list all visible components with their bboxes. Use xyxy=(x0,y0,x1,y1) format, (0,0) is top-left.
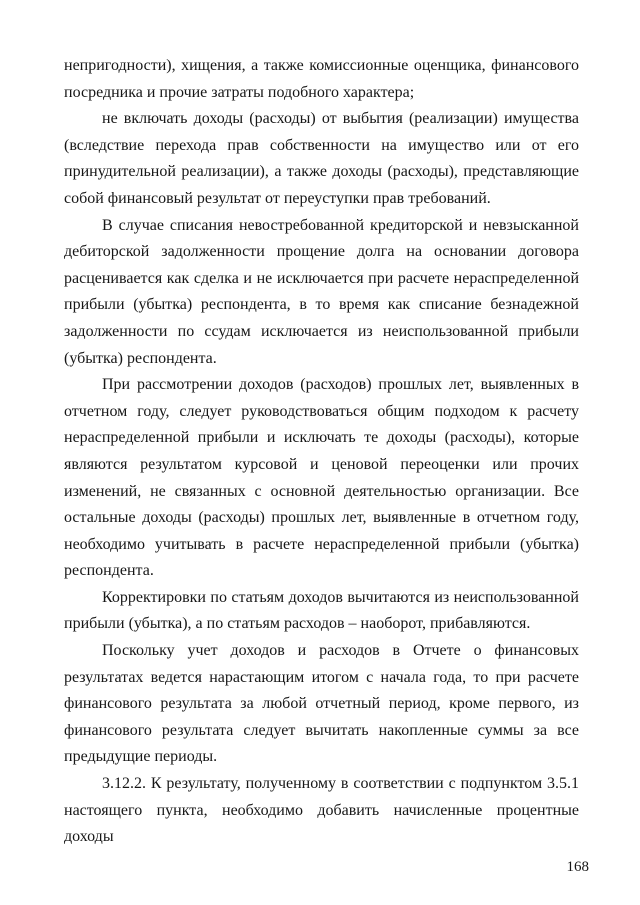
text-line: не включать доходы (расходы) от выбытия (реализации) имущества xyxy=(102,110,579,128)
paragraph xyxy=(64,771,579,851)
paragraph xyxy=(64,585,579,638)
text-line: прибыли (убытка), а по статьям расходов – наоборот, прибавляются. xyxy=(64,615,531,633)
text-line: задолженности по ссудам исключается из неиспользованной прибыли xyxy=(64,322,579,340)
paragraph xyxy=(64,638,579,771)
paragraph xyxy=(64,372,579,585)
page-number: 168 xyxy=(566,859,589,875)
text-line: предыдущие периоды. xyxy=(64,748,218,766)
text-line: являются результатом курсовой и ценовой переоценки или прочих xyxy=(64,455,579,473)
text-line: 3.12.2. К результату, полученному в соответствии с подпунктом 3.5.1 xyxy=(102,775,579,793)
text-line: нераспределенной прибыли и исключать те доходы (расходы), которые xyxy=(64,429,579,447)
text-line: расценивается как сделка и не исключается при расчете нераспределенной xyxy=(64,269,579,287)
text-line: посредника и прочие затраты подобного характера; xyxy=(64,83,415,101)
text-line: непригодности), хищения, а также комиссионные оценщика, финансового xyxy=(64,57,579,74)
text-line: финансового результата следует вычитать накопленные суммы за все xyxy=(64,721,579,739)
text-line: Корректировки по статьям доходов вычитаются из неиспользованной xyxy=(102,588,579,606)
text-line: Поскольку учет доходов и расходов в Отчете о финансовых xyxy=(102,642,579,660)
paragraph xyxy=(64,53,579,106)
text-line: В случае списания невостребованной кредиторской и невзысканной xyxy=(102,216,579,234)
text-line: необходимо учитывать в расчете нераспределенной прибыли (убытка) xyxy=(64,535,579,553)
text-line: отчетном году, следует руководствоваться общим подходом к расчету xyxy=(64,402,579,420)
text-line: собой финансовый результат от переуступки прав требований. xyxy=(64,189,491,207)
text-line: принудительной реализации), а также доходы (расходы), представляющие xyxy=(64,163,579,181)
paragraph xyxy=(64,106,579,212)
text-line: настоящего пункта, необходимо добавить начисленные процентные доходы xyxy=(64,801,579,846)
text-line: прибыли (убытка) респондента, в то время как списание безнадежной xyxy=(64,296,579,314)
text-line: (убытка) респондента. xyxy=(64,349,217,367)
text-block xyxy=(64,53,579,851)
text-line: финансового результата за любой отчетный период, кроме первого, из xyxy=(64,695,579,713)
text-line: респондента. xyxy=(64,562,154,580)
text-line: изменений, не связанных с основной деятельностью организации. Все xyxy=(64,482,579,500)
text-line: результатах ведется нарастающим итогом с начала года, то при расчете xyxy=(64,668,579,686)
text-line: (вследствие перехода прав собственности на имущество или от его xyxy=(64,136,579,154)
text-line: остальные доходы (расходы) прошлых лет, выявленные в отчетном году, xyxy=(64,509,579,527)
text-line: дебиторской задолженности прощение долга на основании договора xyxy=(64,243,579,261)
text-line: При рассмотрении доходов (расходов) прошлых лет, выявленных в xyxy=(102,376,579,394)
paragraph xyxy=(64,213,579,373)
